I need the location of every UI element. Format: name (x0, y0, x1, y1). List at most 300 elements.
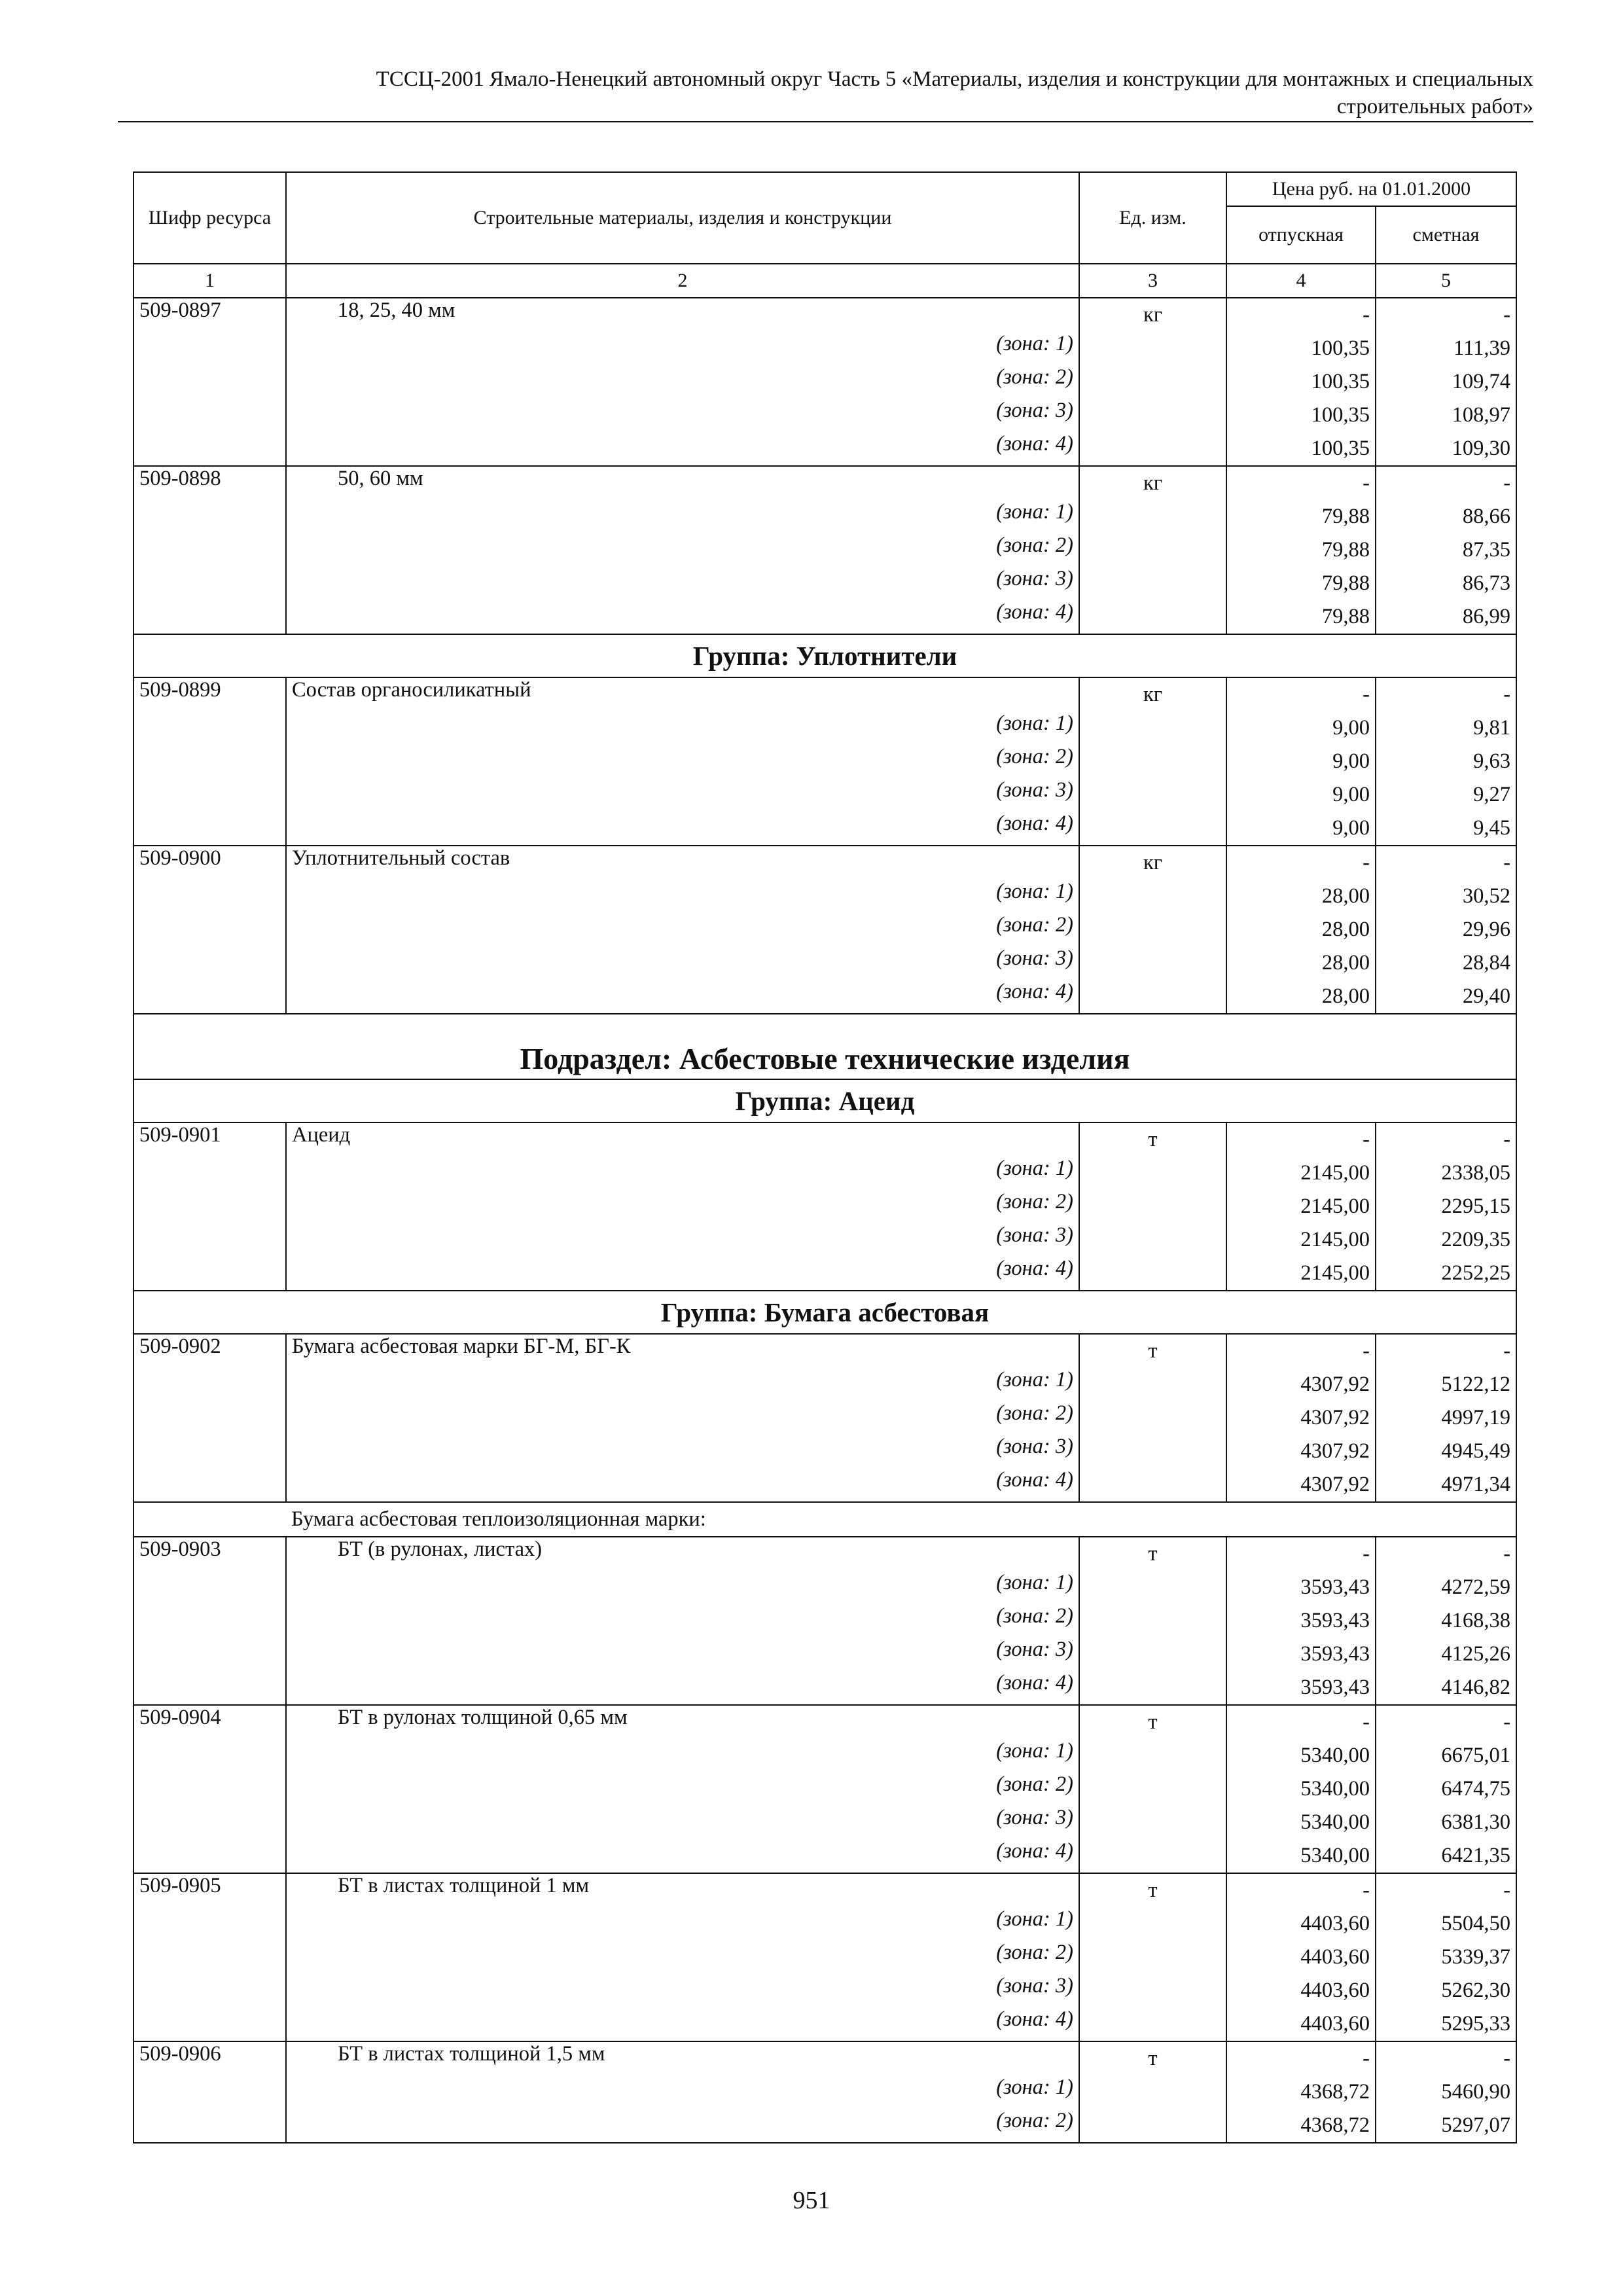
estimate-price: 2252,25 (1376, 1257, 1516, 1291)
table-row (134, 1157, 1516, 1190)
release-price: - (1226, 1537, 1376, 1571)
estimate-price: 5297,07 (1376, 2109, 1516, 2143)
unit: т (1079, 1705, 1226, 1739)
estimate-price: 6381,30 (1376, 1806, 1516, 1839)
estimate-price: - (1376, 677, 1516, 711)
release-price: 4307,92 (1226, 1368, 1376, 1401)
zone-label: (зона: 3) (286, 946, 1079, 980)
estimate-price: 6421,35 (1376, 1839, 1516, 1873)
unit: т (1079, 2041, 1226, 2075)
table-row (134, 399, 1516, 432)
table-row (134, 1537, 1516, 1571)
unit: т (1079, 1537, 1226, 1571)
estimate-price: - (1376, 1873, 1516, 1907)
col-number: 3 (1079, 264, 1226, 298)
unit (1079, 399, 1226, 432)
unit (1079, 1638, 1226, 1671)
unit (1079, 533, 1226, 567)
zone-label: (зона: 1) (286, 332, 1079, 365)
zone-label: (зона: 2) (286, 1772, 1079, 1806)
release-price: - (1226, 1873, 1376, 1907)
release-price: 4403,60 (1226, 1941, 1376, 1974)
estimate-price: 5504,50 (1376, 1907, 1516, 1941)
zone-label: (зона: 2) (286, 1604, 1079, 1638)
group-title: Группа: Ацеид (134, 1079, 1516, 1122)
resource-code (134, 2075, 286, 2109)
zone-label: (зона: 1) (286, 1571, 1079, 1604)
zone-label: (зона: 2) (286, 533, 1079, 567)
table-row (134, 913, 1516, 946)
table-row (134, 1257, 1516, 1291)
resource-code (134, 1772, 286, 1806)
resource-code (134, 1941, 286, 1974)
release-price: 4368,72 (1226, 2075, 1376, 2109)
release-price: 4307,92 (1226, 1435, 1376, 1468)
unit (1079, 2075, 1226, 2109)
release-price: 5340,00 (1226, 1806, 1376, 1839)
resource-name: БТ в листах толщиной 1,5 мм (286, 2041, 1079, 2075)
resource-code (134, 567, 286, 600)
table-row (134, 298, 1516, 332)
release-price: 28,00 (1226, 880, 1376, 913)
estimate-price: 88,66 (1376, 500, 1516, 533)
resource-code (134, 2109, 286, 2143)
table-body (134, 298, 1516, 2143)
unit (1079, 1907, 1226, 1941)
estimate-price: 108,97 (1376, 399, 1516, 432)
table-row (134, 980, 1516, 1014)
release-price: 5340,00 (1226, 1839, 1376, 1873)
header-rule (118, 121, 1533, 122)
resource-code (134, 500, 286, 533)
resource-code (134, 1671, 286, 1705)
table-row (134, 600, 1516, 634)
release-price: 79,88 (1226, 533, 1376, 567)
header-line-2: строительных работ» (1336, 95, 1533, 118)
col-header-unit: Ед. изм. (1079, 172, 1226, 264)
resource-code (134, 778, 286, 812)
resource-code (134, 2007, 286, 2041)
col-number: 1 (134, 264, 286, 298)
zone-label: (зона: 1) (286, 2075, 1079, 2109)
resource-code (134, 1974, 286, 2007)
release-price: 4307,92 (1226, 1468, 1376, 1502)
zone-label: (зона: 1) (286, 500, 1079, 533)
estimate-price: 30,52 (1376, 880, 1516, 913)
resource-code (134, 600, 286, 634)
release-price: 4403,60 (1226, 1907, 1376, 1941)
resource-code (134, 432, 286, 466)
resource-code (134, 1468, 286, 1502)
resource-code (134, 365, 286, 399)
release-price: 79,88 (1226, 567, 1376, 600)
unit (1079, 600, 1226, 634)
estimate-price: 109,74 (1376, 365, 1516, 399)
zone-label: (зона: 4) (286, 432, 1079, 466)
unit (1079, 1941, 1226, 1974)
zone-label: (зона: 3) (286, 778, 1079, 812)
estimate-price: 9,45 (1376, 812, 1516, 846)
estimate-price: 4945,49 (1376, 1435, 1516, 1468)
release-price: 100,35 (1226, 399, 1376, 432)
zone-label: (зона: 3) (286, 1435, 1079, 1468)
zone-label: (зона: 4) (286, 600, 1079, 634)
resource-code: 509-0902 (134, 1334, 286, 1368)
estimate-price: 5122,12 (1376, 1368, 1516, 1401)
table-row (134, 332, 1516, 365)
estimate-price: 5262,30 (1376, 1974, 1516, 2007)
group-title: Группа: Уплотнители (134, 634, 1516, 677)
resource-code (134, 1907, 286, 1941)
resource-price-table (133, 171, 1517, 2144)
table-row (134, 500, 1516, 533)
release-price: 4403,60 (1226, 1974, 1376, 2007)
release-price: 4403,60 (1226, 2007, 1376, 2041)
release-price: - (1226, 2041, 1376, 2075)
release-price: 28,00 (1226, 946, 1376, 980)
resource-code (134, 1223, 286, 1257)
estimate-price: 4971,34 (1376, 1468, 1516, 1502)
unit (1079, 1401, 1226, 1435)
group-title: Группа: Бумага асбестовая (134, 1291, 1516, 1334)
estimate-price: - (1376, 1537, 1516, 1571)
resource-code (134, 1435, 286, 1468)
group-row (134, 1079, 1516, 1122)
table-row (134, 2075, 1516, 2109)
table-row (134, 812, 1516, 846)
release-price: 79,88 (1226, 500, 1376, 533)
estimate-price: 6474,75 (1376, 1772, 1516, 1806)
group-row (134, 1291, 1516, 1334)
estimate-price: 4272,59 (1376, 1571, 1516, 1604)
resource-name: 18, 25, 40 мм (286, 298, 1079, 332)
release-price: 2145,00 (1226, 1190, 1376, 1223)
resource-code (134, 980, 286, 1014)
unit (1079, 1806, 1226, 1839)
col-number: 2 (286, 264, 1079, 298)
estimate-price: 4146,82 (1376, 1671, 1516, 1705)
table-row (134, 533, 1516, 567)
release-price: - (1226, 466, 1376, 500)
estimate-price: 6675,01 (1376, 1739, 1516, 1772)
note-row (134, 1502, 1516, 1537)
unit (1079, 1257, 1226, 1291)
unit (1079, 1468, 1226, 1502)
resource-name: БТ в рулонах толщиной 0,65 мм (286, 1705, 1079, 1739)
estimate-price: 9,27 (1376, 778, 1516, 812)
release-price: - (1226, 1705, 1376, 1739)
table-row (134, 1334, 1516, 1368)
unit (1079, 1671, 1226, 1705)
table-row (134, 946, 1516, 980)
estimate-price: 86,73 (1376, 567, 1516, 600)
unit (1079, 1223, 1226, 1257)
table-row (134, 1941, 1516, 1974)
col-number: 5 (1376, 264, 1516, 298)
zone-label: (зона: 3) (286, 567, 1079, 600)
zone-label: (зона: 3) (286, 1223, 1079, 1257)
table-row (134, 365, 1516, 399)
zone-label: (зона: 2) (286, 2109, 1079, 2143)
estimate-price: - (1376, 2041, 1516, 2075)
estimate-price: 109,30 (1376, 432, 1516, 466)
zone-label: (зона: 1) (286, 1157, 1079, 1190)
note-text: Бумага асбестовая теплоизоляционная марки: (286, 1502, 1516, 1537)
estimate-price: - (1376, 1705, 1516, 1739)
unit: кг (1079, 846, 1226, 880)
table-row (134, 1368, 1516, 1401)
zone-label: (зона: 1) (286, 1368, 1079, 1401)
release-price: 5340,00 (1226, 1739, 1376, 1772)
estimate-price: 28,84 (1376, 946, 1516, 980)
table-row (134, 432, 1516, 466)
estimate-price: - (1376, 298, 1516, 332)
zone-label: (зона: 1) (286, 711, 1079, 745)
estimate-price: 5295,33 (1376, 2007, 1516, 2041)
page-number: 951 (793, 2187, 830, 2214)
table-row (134, 745, 1516, 778)
resource-code (134, 1368, 286, 1401)
resource-code (134, 913, 286, 946)
col-header-release-price: отпускная (1226, 206, 1376, 264)
zone-label: (зона: 1) (286, 1739, 1079, 1772)
resource-code (134, 946, 286, 980)
estimate-price: - (1376, 1334, 1516, 1368)
release-price: 3593,43 (1226, 1671, 1376, 1705)
table-row (134, 1671, 1516, 1705)
table-row (134, 1907, 1516, 1941)
table-row (134, 1772, 1516, 1806)
table-row (134, 1638, 1516, 1671)
zone-label: (зона: 4) (286, 2007, 1079, 2041)
unit: т (1079, 1334, 1226, 1368)
estimate-price: - (1376, 466, 1516, 500)
table-row (134, 1190, 1516, 1223)
unit (1079, 1772, 1226, 1806)
resource-code (134, 1806, 286, 1839)
unit: кг (1079, 298, 1226, 332)
table-row (134, 2041, 1516, 2075)
estimate-price: 29,96 (1376, 913, 1516, 946)
resource-code (134, 745, 286, 778)
unit (1079, 1571, 1226, 1604)
zone-label: (зона: 2) (286, 1190, 1079, 1223)
table-row (134, 1401, 1516, 1435)
resource-name: 50, 60 мм (286, 466, 1079, 500)
release-price: 9,00 (1226, 778, 1376, 812)
unit (1079, 913, 1226, 946)
unit (1079, 980, 1226, 1014)
subsection-row (134, 1014, 1516, 1079)
zone-label: (зона: 2) (286, 745, 1079, 778)
page-header (118, 65, 1533, 120)
resource-code: 509-0901 (134, 1122, 286, 1157)
table-row (134, 466, 1516, 500)
resource-code (134, 1604, 286, 1638)
resource-code: 509-0900 (134, 846, 286, 880)
unit (1079, 711, 1226, 745)
release-price: 2145,00 (1226, 1257, 1376, 1291)
unit (1079, 432, 1226, 466)
zone-label: (зона: 2) (286, 1401, 1079, 1435)
resource-code (134, 1257, 286, 1291)
unit (1079, 1839, 1226, 1873)
table-row (134, 711, 1516, 745)
table-row (134, 567, 1516, 600)
resource-code (134, 332, 286, 365)
resource-code (134, 533, 286, 567)
unit (1079, 365, 1226, 399)
resource-code (134, 1638, 286, 1671)
release-price: 9,00 (1226, 812, 1376, 846)
resource-name: Состав органосиликатный (286, 677, 1079, 711)
resource-code: 509-0899 (134, 677, 286, 711)
release-price: 2145,00 (1226, 1223, 1376, 1257)
unit (1079, 745, 1226, 778)
resource-code (134, 1839, 286, 1873)
estimate-price: 5460,90 (1376, 2075, 1516, 2109)
table-row (134, 1223, 1516, 1257)
estimate-price: 9,63 (1376, 745, 1516, 778)
estimate-price: 4997,19 (1376, 1401, 1516, 1435)
table-row (134, 1739, 1516, 1772)
estimate-price: 2338,05 (1376, 1157, 1516, 1190)
resource-code (134, 1571, 286, 1604)
table-row (134, 1873, 1516, 1907)
release-price: - (1226, 677, 1376, 711)
table-row (134, 1974, 1516, 2007)
zone-label: (зона: 4) (286, 1671, 1079, 1705)
zone-label: (зона: 3) (286, 1974, 1079, 2007)
estimate-price: - (1376, 846, 1516, 880)
resource-code: 509-0897 (134, 298, 286, 332)
resource-code: 509-0906 (134, 2041, 286, 2075)
resource-code (134, 1157, 286, 1190)
release-price: 9,00 (1226, 711, 1376, 745)
release-price: 3593,43 (1226, 1571, 1376, 1604)
col-number: 4 (1226, 264, 1376, 298)
resource-code (134, 1190, 286, 1223)
unit: кг (1079, 466, 1226, 500)
table-row (134, 1705, 1516, 1739)
col-header-code: Шифр ресурса (134, 172, 286, 264)
estimate-price: 86,99 (1376, 600, 1516, 634)
table-row (134, 880, 1516, 913)
zone-label: (зона: 3) (286, 1806, 1079, 1839)
release-price: 4368,72 (1226, 2109, 1376, 2143)
table-row (134, 2007, 1516, 2041)
header-line-1: ТССЦ-2001 Ямало-Ненецкий автономный округ Часть 5 «Материалы, изделия и конструкции для монтажных и специальных (376, 67, 1533, 91)
unit: т (1079, 1873, 1226, 1907)
unit (1079, 332, 1226, 365)
unit (1079, 946, 1226, 980)
release-price: 4307,92 (1226, 1401, 1376, 1435)
table-row (134, 1839, 1516, 1873)
zone-label: (зона: 2) (286, 1941, 1079, 1974)
table-row (134, 1604, 1516, 1638)
resource-code (134, 399, 286, 432)
release-price: 100,35 (1226, 365, 1376, 399)
resource-code (134, 1401, 286, 1435)
note-spacer (134, 1502, 286, 1537)
zone-label: (зона: 3) (286, 399, 1079, 432)
release-price: 28,00 (1226, 980, 1376, 1014)
estimate-price: 2209,35 (1376, 1223, 1516, 1257)
estimate-price: 2295,15 (1376, 1190, 1516, 1223)
resource-name: Бумага асбестовая марки БГ-М, БГ-К (286, 1334, 1079, 1368)
release-price: 3593,43 (1226, 1638, 1376, 1671)
zone-label: (зона: 3) (286, 1638, 1079, 1671)
release-price: 5340,00 (1226, 1772, 1376, 1806)
estimate-price: - (1376, 1122, 1516, 1157)
unit (1079, 778, 1226, 812)
release-price: 28,00 (1226, 913, 1376, 946)
estimate-price: 29,40 (1376, 980, 1516, 1014)
resource-code (134, 1739, 286, 1772)
unit (1079, 812, 1226, 846)
release-price: 2145,00 (1226, 1157, 1376, 1190)
resource-name: БТ (в рулонах, листах) (286, 1537, 1079, 1571)
resource-code: 509-0905 (134, 1873, 286, 1907)
release-price: 100,35 (1226, 432, 1376, 466)
resource-name: БТ в листах толщиной 1 мм (286, 1873, 1079, 1907)
table-row (134, 846, 1516, 880)
unit (1079, 1157, 1226, 1190)
release-price: 100,35 (1226, 332, 1376, 365)
zone-label: (зона: 4) (286, 980, 1079, 1014)
zone-label: (зона: 4) (286, 1257, 1079, 1291)
release-price: - (1226, 1122, 1376, 1157)
resource-code (134, 812, 286, 846)
table-row (134, 1435, 1516, 1468)
release-price: - (1226, 298, 1376, 332)
zone-label: (зона: 4) (286, 1839, 1079, 1873)
zone-label: (зона: 2) (286, 365, 1079, 399)
unit (1079, 2007, 1226, 2041)
subsection-title: Подраздел: Асбестовые технические изделия (134, 1014, 1516, 1079)
zone-label: (зона: 1) (286, 880, 1079, 913)
unit (1079, 1435, 1226, 1468)
table-row (134, 1122, 1516, 1157)
estimate-price: 87,35 (1376, 533, 1516, 567)
table-row (134, 2109, 1516, 2143)
unit (1079, 1368, 1226, 1401)
release-price: 79,88 (1226, 600, 1376, 634)
col-header-price: Цена руб. на 01.01.2000 (1226, 172, 1516, 206)
table-row (134, 1806, 1516, 1839)
unit: кг (1079, 677, 1226, 711)
table-row (134, 1571, 1516, 1604)
zone-label: (зона: 4) (286, 1468, 1079, 1502)
table-row (134, 677, 1516, 711)
table-row (134, 1468, 1516, 1502)
unit (1079, 567, 1226, 600)
estimate-price: 4125,26 (1376, 1638, 1516, 1671)
resource-code (134, 711, 286, 745)
unit (1079, 2109, 1226, 2143)
unit: т (1079, 1122, 1226, 1157)
unit (1079, 1190, 1226, 1223)
release-price: 3593,43 (1226, 1604, 1376, 1638)
unit (1079, 880, 1226, 913)
resource-code (134, 880, 286, 913)
resource-code: 509-0898 (134, 466, 286, 500)
unit (1079, 1739, 1226, 1772)
release-price: - (1226, 846, 1376, 880)
estimate-price: 5339,37 (1376, 1941, 1516, 1974)
unit (1079, 1974, 1226, 2007)
resource-code: 509-0904 (134, 1705, 286, 1739)
